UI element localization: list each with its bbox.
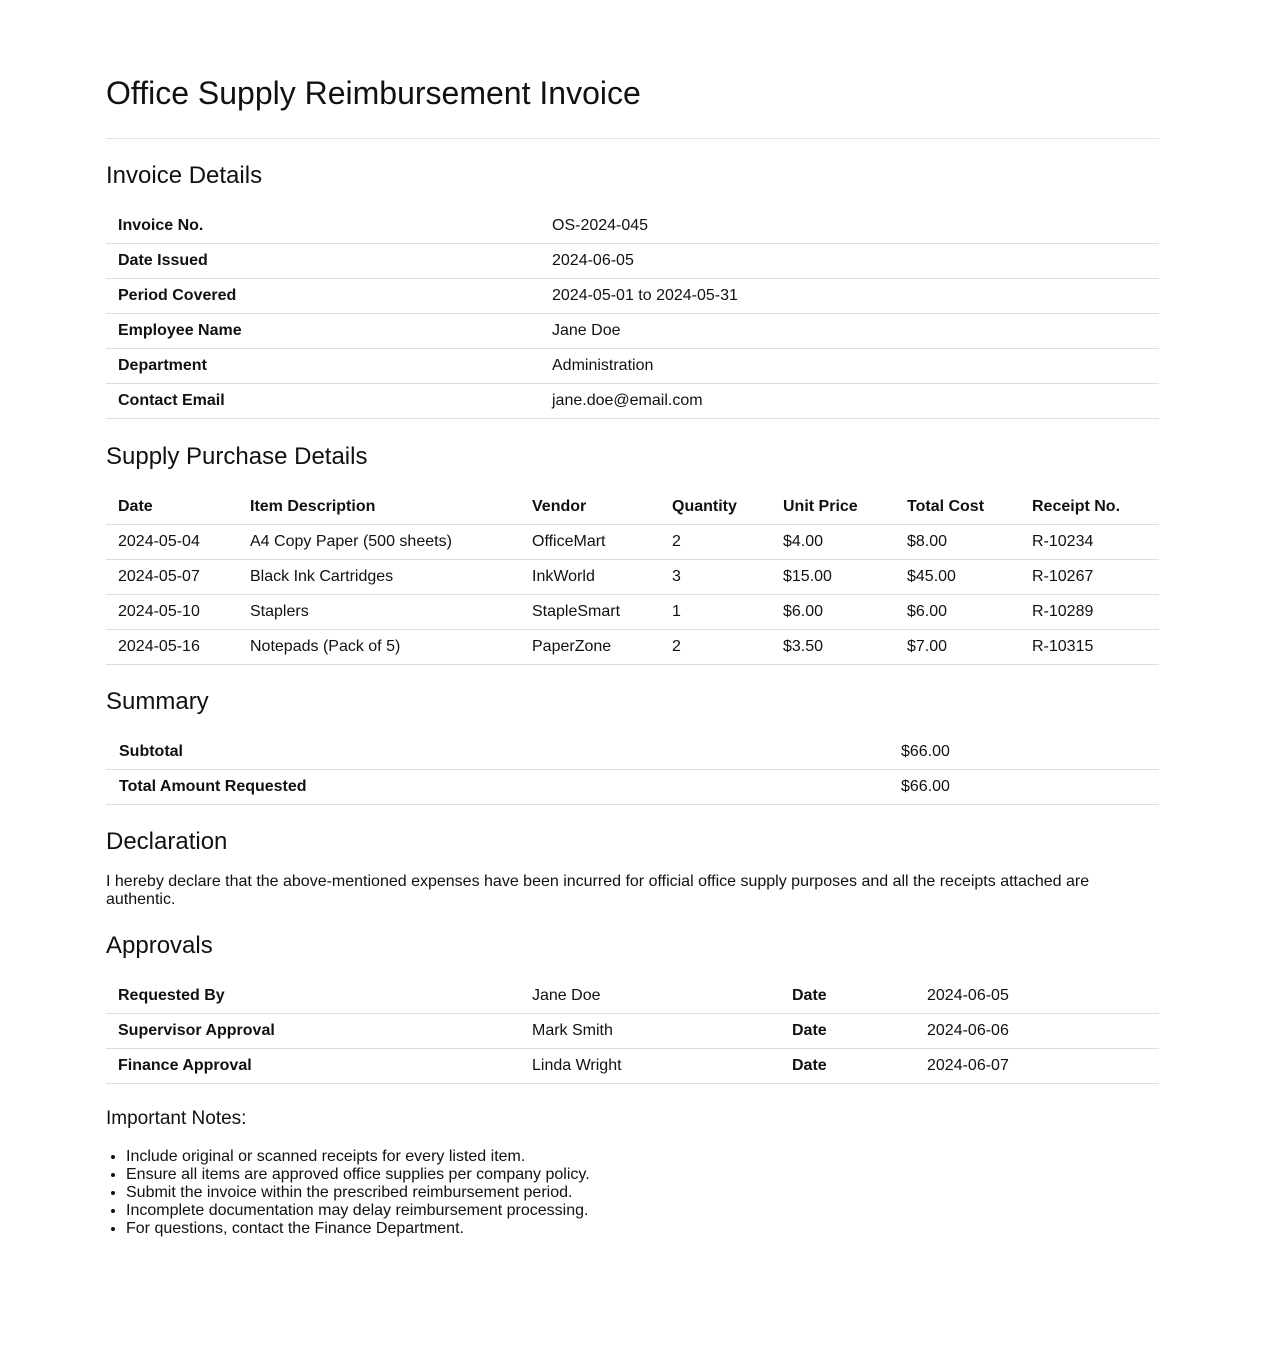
purchase-receipt-no: R-10267 — [1020, 560, 1159, 595]
approval-name: Jane Doe — [520, 979, 780, 1014]
column-header-date: Date — [106, 490, 238, 525]
page-title: Office Supply Reimbursement Invoice — [106, 73, 1159, 139]
table-header-row — [106, 490, 1159, 525]
column-header-total-cost: Total Cost — [895, 490, 1020, 525]
employee-name-label: Employee Name — [106, 314, 540, 349]
table-row — [106, 279, 1159, 314]
table-row — [106, 560, 1159, 595]
table-row — [106, 244, 1159, 279]
column-header-item-description: Item Description — [238, 490, 520, 525]
table-row — [106, 770, 1159, 805]
approval-date: 2024-06-06 — [915, 1014, 1159, 1049]
declaration-section — [106, 827, 1159, 909]
contact-email-label: Contact Email — [106, 384, 540, 419]
list-item: • Incomplete documentation may delay reimbursement processing. — [126, 1202, 1159, 1220]
approvals-section — [106, 931, 1159, 1084]
table-row — [106, 735, 1159, 770]
table-row — [106, 384, 1159, 419]
approval-role: Finance Approval — [106, 1049, 520, 1084]
declaration-text: I hereby declare that the above-mentioned expenses have been incurred for official office supply purposes and all the receipts attached are authentic. — [106, 873, 1090, 908]
approvals-table — [106, 979, 1159, 1084]
important-notes-list — [106, 1148, 1159, 1238]
invoice-details-heading: Invoice Details — [106, 162, 263, 189]
column-header-vendor: Vendor — [520, 490, 660, 525]
approval-date-label: Date — [780, 1049, 915, 1084]
purchase-quantity: 3 — [660, 560, 771, 595]
purchase-receipt-no: R-10289 — [1020, 595, 1159, 630]
purchase-total-cost: $8.00 — [895, 525, 1020, 560]
approval-role: Requested By — [106, 979, 520, 1014]
purchase-total-cost: $6.00 — [895, 595, 1020, 630]
list-item: • For questions, contact the Finance Department. — [126, 1220, 1159, 1238]
purchase-vendor: OfficeMart — [520, 525, 660, 560]
purchase-receipt-no: R-10234 — [1020, 525, 1159, 560]
purchase-vendor: InkWorld — [520, 560, 660, 595]
purchase-unit-price: $3.50 — [771, 630, 895, 665]
summary-section — [106, 687, 1159, 805]
column-header-receipt-no: Receipt No. — [1020, 490, 1159, 525]
approvals-heading: Approvals — [106, 932, 213, 959]
table-row — [106, 979, 1159, 1014]
department-label: Department — [106, 349, 540, 384]
purchase-total-cost: $45.00 — [895, 560, 1020, 595]
invoice-details-table — [106, 209, 1159, 419]
invoice-number-value: OS-2024-045 — [540, 209, 1159, 244]
total-amount-value: $66.00 — [888, 770, 1159, 805]
invoice-details-section — [106, 161, 1159, 419]
table-row — [106, 209, 1159, 244]
subtotal-value: $66.00 — [888, 735, 1159, 770]
purchase-date: 2024-05-10 — [106, 595, 238, 630]
column-header-quantity: Quantity — [660, 490, 771, 525]
purchase-item: Notepads (Pack of 5) — [238, 630, 520, 665]
purchase-date: 2024-05-07 — [106, 560, 238, 595]
table-row — [106, 525, 1159, 560]
purchase-quantity: 2 — [660, 630, 771, 665]
approval-date-label: Date — [780, 979, 915, 1014]
approval-date-label: Date — [780, 1014, 915, 1049]
purchase-total-cost: $7.00 — [895, 630, 1020, 665]
list-item: • Submit the invoice within the prescribed reimbursement period. — [126, 1184, 1159, 1202]
purchase-item: Staplers — [238, 595, 520, 630]
purchase-details-heading: Supply Purchase Details — [106, 443, 368, 470]
list-item: • Ensure all items are approved office supplies per company policy. — [126, 1166, 1159, 1184]
purchase-details-section — [106, 442, 1159, 665]
important-notes-section — [106, 1107, 1159, 1238]
table-row — [106, 1049, 1159, 1084]
summary-heading: Summary — [106, 688, 209, 715]
approval-name: Linda Wright — [520, 1049, 780, 1084]
purchase-unit-price: $6.00 — [771, 595, 895, 630]
contact-email-value: jane.doe@email.com — [540, 384, 1159, 419]
purchase-item: Black Ink Cartridges — [238, 560, 520, 595]
approval-name: Mark Smith — [520, 1014, 780, 1049]
total-amount-label: Total Amount Requested — [106, 770, 888, 805]
invoice-page — [106, 0, 1159, 1238]
approval-date: 2024-06-07 — [915, 1049, 1159, 1084]
table-row — [106, 595, 1159, 630]
purchase-item: A4 Copy Paper (500 sheets) — [238, 525, 520, 560]
table-row — [106, 630, 1159, 665]
approval-role: Supervisor Approval — [106, 1014, 520, 1049]
purchase-quantity: 1 — [660, 595, 771, 630]
period-covered-value: 2024-05-01 to 2024-05-31 — [540, 279, 1159, 314]
purchase-details-table — [106, 490, 1159, 665]
date-issued-value: 2024-06-05 — [540, 244, 1159, 279]
important-notes-heading: Important Notes: — [106, 1108, 247, 1129]
employee-name-value: Jane Doe — [540, 314, 1159, 349]
column-header-unit-price: Unit Price — [771, 490, 895, 525]
period-covered-label: Period Covered — [106, 279, 540, 314]
purchase-unit-price: $4.00 — [771, 525, 895, 560]
approval-date: 2024-06-05 — [915, 979, 1159, 1014]
table-row — [106, 349, 1159, 384]
subtotal-label: Subtotal — [106, 735, 888, 770]
purchase-quantity: 2 — [660, 525, 771, 560]
purchase-receipt-no: R-10315 — [1020, 630, 1159, 665]
list-item: • Include original or scanned receipts for every listed item. — [126, 1148, 1159, 1166]
summary-table — [106, 735, 1159, 805]
table-row — [106, 1014, 1159, 1049]
department-value: Administration — [540, 349, 1159, 384]
purchase-date: 2024-05-16 — [106, 630, 238, 665]
date-issued-label: Date Issued — [106, 244, 540, 279]
table-row — [106, 314, 1159, 349]
purchase-vendor: PaperZone — [520, 630, 660, 665]
purchase-unit-price: $15.00 — [771, 560, 895, 595]
purchase-date: 2024-05-04 — [106, 525, 238, 560]
invoice-number-label: Invoice No. — [106, 209, 540, 244]
declaration-heading: Declaration — [106, 828, 228, 855]
purchase-vendor: StapleSmart — [520, 595, 660, 630]
